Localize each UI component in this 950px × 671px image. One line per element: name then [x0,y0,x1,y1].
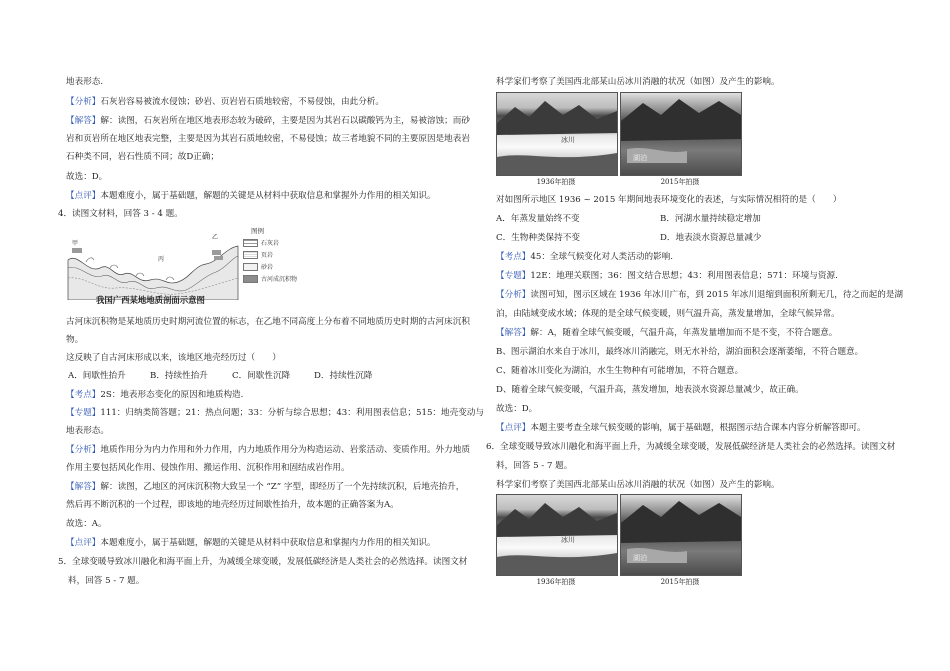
analysis-text: 地质作用分为内力作用和外力作用，内力地质作用分为构造运动、岩浆活动、变质作用。外力地质 [100,445,470,455]
topic-line: 地表形态。 [66,426,109,436]
topic-tag: 【专题】 [66,408,101,418]
topic-text: 111：归纳类简答题；21：热点问题；33：分析与综合思想；43：利用图表信息；515：地壳变动与 [100,408,484,418]
photo-caption: 1936年拍摄 [536,578,576,586]
analysis-line [496,289,903,301]
analysis-line: 作用主要包括风化作用、侵蚀作用、搬运作用、沉积作用和固结成岩作用。 [66,463,350,473]
analysis-text: 读图可知，图示区域在 1936 年冰川广布，到 2015 年冰川退缩到面积所剩无几，待之而起的是湖 [530,290,904,300]
comment-tag: 【点评】 [66,538,101,548]
keypoint-text: 45：全球气候变化对人类活动的影响. [530,252,673,262]
choice-line: 故选：D。 [66,172,108,182]
photo-glacier-1936 [496,92,618,176]
analysis-line [66,444,470,456]
question-6-heading: 料，回答 5 - 7 题。 [496,461,573,471]
mountain-silhouette [497,93,617,175]
analysis-paragraph [66,96,384,108]
keypoint-tag: 【考点】 [66,390,101,400]
photo-lake-2015 [620,92,742,176]
choice-line: 故选：D。 [496,404,538,414]
photo-caption: 2015年拍摄 [660,178,700,186]
answer-line: D、随着全球气候变暖，气温升高，蒸发增加，地表淡水资源总量减少，故正确。 [496,385,804,395]
keypoint-text: 2S：地表形态变化的原因和地质构造. [100,390,244,400]
legend [243,226,323,288]
keypoint-line [496,251,673,263]
photo-lake-2015 [620,494,742,576]
label-bing: 丙 [158,256,165,263]
option-d: D．地表淡水资源总量减少 [660,233,762,243]
comment-text: 本题难度小，属于基础题，解题的关键是从材料中获取信息和掌握外力作用的相关知识。 [100,191,436,201]
intro-line: 科学家们考察了美国西北部某山岳冰川消融的状况（如图）及产生的影响。 [496,480,780,490]
option-c: C．生物种类保持不变 [496,233,580,243]
answer-text: 解：读图，石灰岩所在地区地表形态较为破碎，主要是因为其岩石以碳酸钙为主，易被溶蚀；而砂 [100,116,470,126]
photo-glacier-1936 [496,494,618,576]
glacier-label: 冰川 [561,536,575,544]
photo-caption: 2015年拍摄 [660,578,700,586]
legend-title: 图例 [251,227,264,235]
comment-line [496,422,866,434]
topic-text: 12E：地理关联图；36：图文结合思想；43：利用图表信息；571：环境与资源. [530,271,838,281]
answer-line [496,327,837,339]
option-a: A．年蒸发量始终不变 [496,214,580,224]
legend-item: 页岩 [261,252,274,259]
question-text: 古河床沉积物是某地质历史时期河流位置的标志，在乙地不同高度上分布着不同地质历史时期的古河床沉积 [66,317,470,327]
answer-line: 石种类不同，岩石性质不同；故D正确； [66,152,219,162]
comment-line [66,537,436,549]
cross-section-diagram [66,234,241,300]
legend-item: 石灰岩 [261,240,280,247]
limestone-swatch [243,239,258,247]
option-b: B．河湖水量持续稳定增加 [660,214,761,224]
question-5-heading: 料，回答 5 - 7 题。 [68,576,145,586]
answer-tag: 【解答】 [66,482,101,492]
mountain-silhouette [497,495,617,575]
analysis-text: 石灰岩容易被流水侵蚀；砂岩、页岩岩石质地较密，不易侵蚀，由此分析。 [100,97,384,107]
answer-line: 岩和页岩所在地区地表完整，主要是因为其岩石质地较密，不易侵蚀；故三者地貌不同的主要原因是地表岩 [66,134,470,144]
answer-line: B、图示湖泊水来自于冰川，最终冰川消融完，则无水补给，湖泊面积会逐渐萎缩，不符合题意。 [496,347,864,357]
topic-line [66,407,484,419]
comment-line [66,190,436,202]
legend-item: 砂岩 [261,264,274,271]
keypoint-line [66,389,243,401]
label-jia: 甲 [72,240,79,247]
analysis-tag: 【分析】 [496,290,531,300]
answer-line: 然后再不断沉积的一个过程，即该地的地壳经历过间歇性抬升，故本题的正确答案为A。 [66,500,399,510]
comment-text: 本题主要考查全球气候变暖的影响，属于基础题，根据图示结合课本内容分析解答即可。 [530,423,866,433]
analysis-tag: 【分析】 [66,97,101,107]
question-5-heading: 5．全球变暖导致冰川融化和海平面上升，为减缓全球变暖，发展低碳经济是人类社会的必然选择。读图文材 [58,557,468,567]
analysis-line: 泊，由陆域变成水域；体现的是全球气候变暖，则气温升高，蒸发量增加，全球气候异常。 [496,309,840,319]
answer-text: 解：A，随着全球气候变暖，气温升高，年蒸发量增加而不是不变，不符合题意。 [530,328,838,338]
comment-tag: 【点评】 [66,191,101,201]
lake-label: 湖泊 [633,554,647,562]
photo-caption: 1936年拍摄 [536,178,576,186]
topic-tag: 【专题】 [496,271,531,281]
option-b: B．持续性抬升 [150,371,208,381]
comment-tag: 【点评】 [496,423,531,433]
shale-swatch [243,251,258,259]
topic-line [496,270,838,282]
answer-text: 解：读图，乙地区的河床沉积物大致呈一个 “Z” 字型，即经历了一个先持续沉积，后地壳抬升， [100,482,465,492]
keypoint-tag: 【考点】 [496,252,531,262]
label-yi: 乙 [212,234,219,241]
legend-item: 古河成沉积物 [261,276,298,283]
answer-tag: 【解答】 [66,116,101,126]
option-c: C．间歇性沉降 [232,371,291,381]
glacier-label: 冰川 [561,136,575,144]
intro-line: 科学家们考察了美国西北部某山岳冰川消融的状况（如图）及产生的影响。 [496,77,780,87]
question-text: 对如图所示地区 1936 ~ 2015 年期间地表环境变化的表述，与实际情况相符的是（ ） [496,195,842,205]
question-6-heading: 6．全球变暖导致冰川融化和海平面上升，为减缓全球变暖，发展低碳经济是人类社会的必然选择。读图文材 [486,442,896,452]
question-text: 物。 [66,335,84,345]
answer-tag: 【解答】 [496,328,531,338]
answer-line: C、随着冰川变化为湖泊，水生生物种有可能增加，不符合题意。 [496,366,744,376]
text-line: 地表形态. [66,77,104,87]
option-d: D．持续性沉降 [314,371,373,381]
analysis-tag: 【分析】 [66,445,101,455]
option-a: A．间歇性抬升 [68,371,126,381]
sediment-swatch [243,275,258,283]
question-text: 这反映了自古河床形成以来，该地区地壳经历过（ ） [66,353,281,363]
lake-label: 湖泊 [633,154,647,162]
comment-text: 本题难度小，属于基础题，解题的关键是从材料中获取信息和掌握内力作用的相关知识。 [100,538,436,548]
question-4-heading: 4．读图文材料，回答 3 - 4 题。 [58,209,183,219]
answer-line [66,115,470,127]
figure-caption: 我国广西某地地质剖面示意图 [96,295,205,305]
sandstone-swatch [243,263,258,271]
choice-line: 故选：A。 [66,519,107,529]
mountain-silhouette [621,495,741,575]
answer-line [66,481,464,493]
